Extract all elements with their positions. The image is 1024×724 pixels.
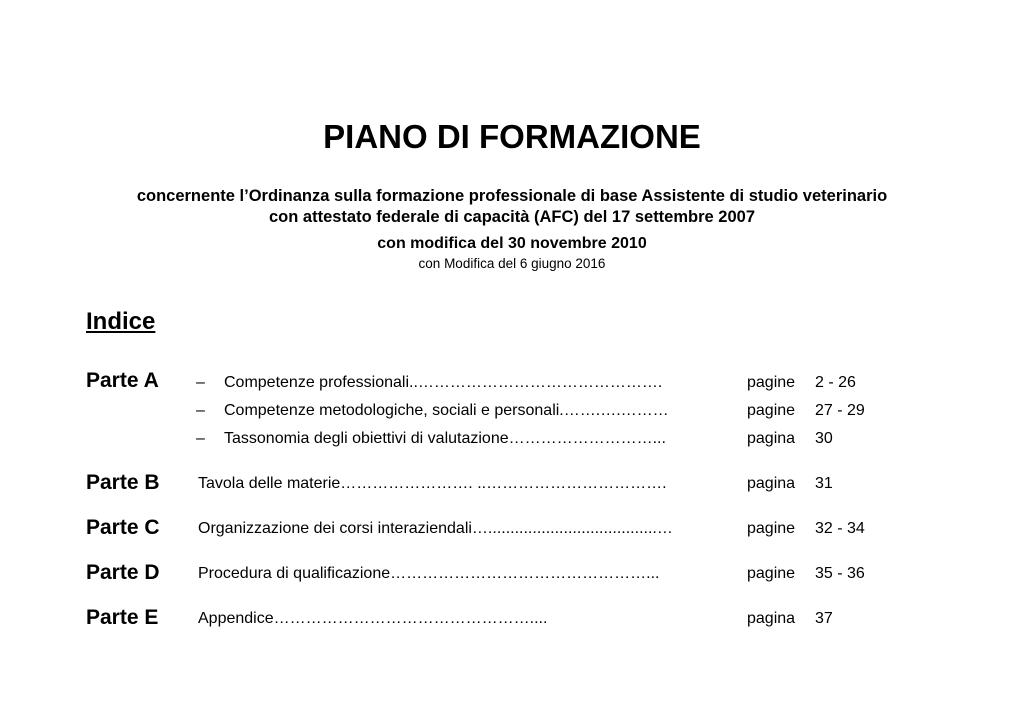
toc-entry-competenze-professionali: Competenze professionali..……………………………………….: [224, 374, 663, 391]
toc-entry-appendice: Appendice…………………………………………....: [198, 610, 548, 627]
page-number: 31: [815, 475, 833, 492]
bullet-dash: –: [196, 430, 205, 447]
subtitle: [0, 186, 1024, 228]
page-word: pagine: [747, 374, 796, 391]
page-number: 37: [815, 610, 833, 627]
subtitle-line-1: concernente l’Ordinanza sulla formazione professionale di base Assistente di studio veterinario: [136, 187, 888, 205]
document-title: PIANO DI FORMAZIONE: [323, 118, 701, 155]
index-heading: Indice: [86, 308, 156, 335]
page-word: pagina: [747, 430, 796, 447]
toc-entry-corsi-interaziendali: Organizzazione dei corsi interaziendali…......................................…: [198, 520, 673, 537]
page-number: 30: [815, 430, 833, 447]
page-number: 2 - 26: [815, 374, 856, 391]
page-number: 27 - 29: [815, 402, 865, 419]
bullet-dash: –: [196, 374, 205, 391]
part-b-label: Parte B: [86, 471, 160, 494]
part-e-label: Parte E: [86, 606, 159, 629]
page-word: pagine: [747, 520, 796, 537]
toc-entry-tassonomia: Tassonomia degli obiettivi di valutazione………………………...: [224, 430, 666, 447]
bullet-dash: –: [196, 402, 205, 419]
toc-entry-tavola-materie: Tavola delle materie……………………. ..…………………………….: [198, 475, 667, 492]
toc-entry-competenze-metodologiche: Competenze metodologiche, sociali e personali.…….….………: [224, 402, 669, 419]
page-number: 32 - 34: [815, 520, 865, 537]
page-word: pagina: [747, 475, 796, 492]
toc-entry-procedura-qualificazione: Procedura di qualificazione…………………………………………...: [198, 565, 660, 582]
page-number: 35 - 36: [815, 565, 865, 582]
page-word: pagine: [747, 565, 796, 582]
modification-note-2016: con Modifica del 6 giugno 2016: [418, 256, 606, 271]
subtitle-line-2: con attestato federale di capacità (AFC) del 17 settembre 2007: [268, 208, 755, 226]
part-d-label: Parte D: [86, 561, 160, 584]
page-word: pagina: [747, 610, 796, 627]
part-a-label: Parte A: [86, 369, 159, 392]
part-c-label: Parte C: [86, 516, 160, 539]
page-word: pagine: [747, 402, 796, 419]
modification-note-2010: con modifica del 30 novembre 2010: [377, 235, 647, 252]
